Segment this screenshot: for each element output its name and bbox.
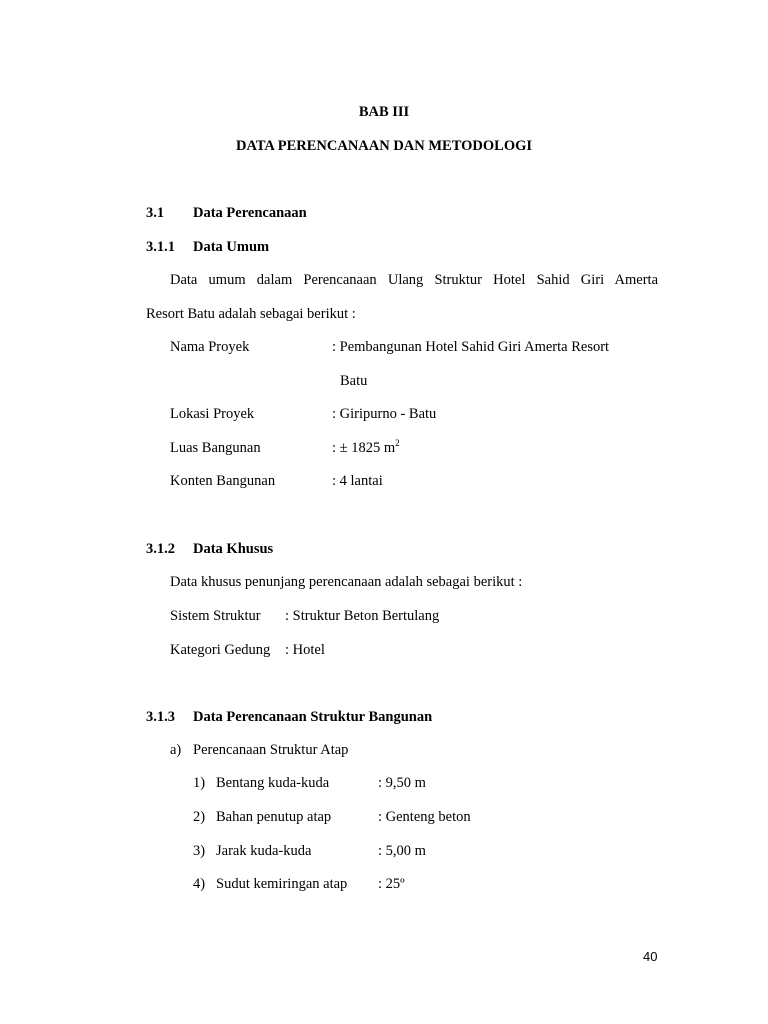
roof-item-marker: 2): [193, 809, 206, 825]
section-3-1-2-title: Data Khusus: [193, 541, 274, 557]
item-label-lokasi-proyek: Lokasi Proyek: [170, 406, 255, 422]
intro-paragraph-line1: Data umum dalam Perencanaan Ulang Struktur Hotel Sahid Giri Amerta: [170, 272, 658, 288]
item-value-sistem-struktur: : Struktur Beton Bertulang: [285, 608, 440, 624]
item-label-konten-bangunan: Konten Bangunan: [170, 473, 276, 489]
intro-paragraph-line2: Resort Batu adalah sebagai berikut :: [146, 306, 356, 322]
section-3-1-3-title: Data Perencanaan Struktur Bangunan: [193, 709, 433, 725]
item-value-kategori-gedung: : Hotel: [285, 642, 325, 658]
luas-value-superscript: 2: [395, 438, 400, 449]
section-3-1-1-number: 3.1.1: [146, 239, 175, 255]
section-3-1-number: 3.1: [146, 205, 165, 221]
khusus-intro: Data khusus penunjang perencanaan adalah sebagai berikut :: [170, 574, 523, 590]
sub-a-marker: a): [170, 742, 182, 758]
page-number: 40: [643, 949, 658, 964]
luas-value-text: : ± 1825 m: [332, 440, 396, 456]
item-value-konten-bangunan: : 4 lantai: [332, 473, 383, 489]
roof-item-marker: 1): [193, 775, 206, 791]
roof-item-label: Bentang kuda-kuda: [216, 775, 330, 791]
roof-item-label: Bahan penutup atap: [216, 809, 332, 825]
section-3-1-3-number: 3.1.3: [146, 709, 175, 725]
roof-item-value: : 9,50 m: [378, 775, 426, 791]
roof-item-value: : 5,00 m: [378, 843, 426, 859]
item-label-nama-proyek: Nama Proyek: [170, 339, 250, 355]
section-3-1-2-number: 3.1.2: [146, 541, 175, 557]
item-label-kategori-gedung: Kategori Gedung: [170, 642, 271, 658]
roof-item-label: Sudut kemiringan atap: [216, 876, 348, 892]
chapter-title: DATA PERENCANAAN DAN METODOLOGI: [235, 138, 533, 154]
section-3-1-1-title: Data Umum: [193, 239, 270, 255]
roof-item-value: : Genteng beton: [378, 809, 471, 825]
roof-item-value: : 25º: [378, 876, 405, 892]
item-label-sistem-struktur: Sistem Struktur: [170, 608, 261, 624]
item-value-nama-proyek-cont: Batu: [340, 373, 368, 389]
item-value-nama-proyek: : Pembangunan Hotel Sahid Giri Amerta Resort: [332, 339, 610, 355]
roof-item-label: Jarak kuda-kuda: [216, 843, 312, 859]
section-3-1-title: Data Perencanaan: [193, 205, 307, 221]
sub-a-title: Perencanaan Struktur Atap: [193, 742, 349, 758]
roof-item-marker: 4): [193, 876, 206, 892]
item-value-lokasi-proyek: : Giripurno - Batu: [332, 406, 437, 422]
roof-item-marker: 3): [193, 843, 206, 859]
item-value-luas-bangunan: [332, 438, 400, 456]
chapter-label: BAB III: [358, 104, 410, 120]
item-label-luas-bangunan: Luas Bangunan: [170, 440, 261, 456]
